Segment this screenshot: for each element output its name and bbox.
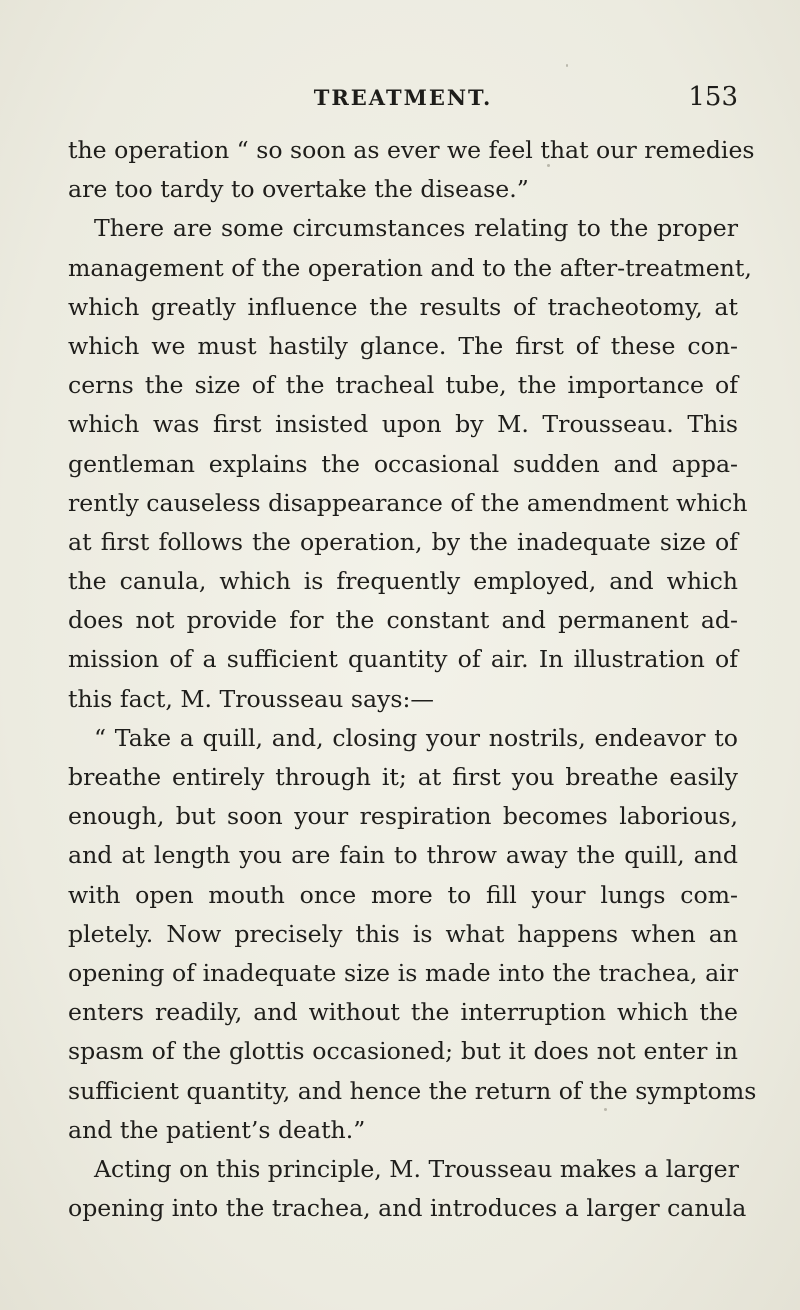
paper-speck (566, 64, 568, 67)
text-line: rently causeless disappearance of the amendment which (68, 488, 748, 517)
text-line: enters readily, and without the interruption which the (68, 998, 738, 1027)
text-line: at first follows the operation, by the inadequate size of (68, 527, 738, 556)
text-line: which we must hastily glance. The first of these con- (68, 331, 738, 360)
text-line: which was first insisted upon by M. Trousseau. This (68, 410, 738, 439)
text-line: There are some circumstances relating to the proper (94, 214, 738, 243)
text-line: with open mouth once more to fill your lungs com- (68, 880, 738, 909)
page-number: 153 (688, 82, 738, 112)
text-line: are too tardy to overtake the disease.” (68, 175, 529, 204)
text-line: the canula, which is frequently employed, and which (68, 567, 738, 596)
text-line: the operation “ so soon as ever we feel that our remedies (68, 136, 755, 164)
text-line: spasm of the glottis occasioned; but it does not enter in (68, 1037, 738, 1066)
text-line: does not provide for the constant and permanent ad- (68, 606, 738, 635)
text-line: mission of a sufficient quantity of air. In illustration of (68, 645, 738, 674)
text-line: gentleman explains the occasional sudden and appa- (68, 449, 738, 478)
text-line: Acting on this principle, M. Trousseau makes a larger (94, 1154, 739, 1183)
running-head: TREATMENT. (313, 85, 493, 110)
text-line: “ Take a quill, and, closing your nostrils, endeavor to (94, 723, 738, 752)
page-header (68, 82, 738, 119)
text-line: management of the operation and to the after-treatment, (68, 253, 752, 282)
text-line: breathe entirely through it; at first you breathe easily (68, 763, 738, 791)
text-line: pletely. Now precisely this is what happens when an (68, 919, 738, 948)
text-line: sufficient quantity, and hence the return of the symptoms (68, 1076, 757, 1105)
paper-speck (604, 1108, 607, 1111)
text-line: this fact, M. Trousseau says:— (68, 684, 434, 713)
text-line: and at length you are fain to throw away the quill, and (68, 841, 738, 870)
body-text (68, 131, 757, 1228)
text-line: opening of inadequate size is made into the trachea, air (68, 958, 738, 987)
text-line: which greatly influence the results of tracheotomy, at (68, 292, 738, 321)
text-line: enough, but soon your respiration becomes laborious, (68, 802, 738, 831)
text-line: and the patient’s death.” (68, 1115, 366, 1144)
paper-speck (547, 164, 550, 167)
text-line: cerns the size of the tracheal tube, the importance of (68, 371, 738, 400)
text-line: opening into the trachea, and introduces a larger canula (68, 1194, 747, 1223)
